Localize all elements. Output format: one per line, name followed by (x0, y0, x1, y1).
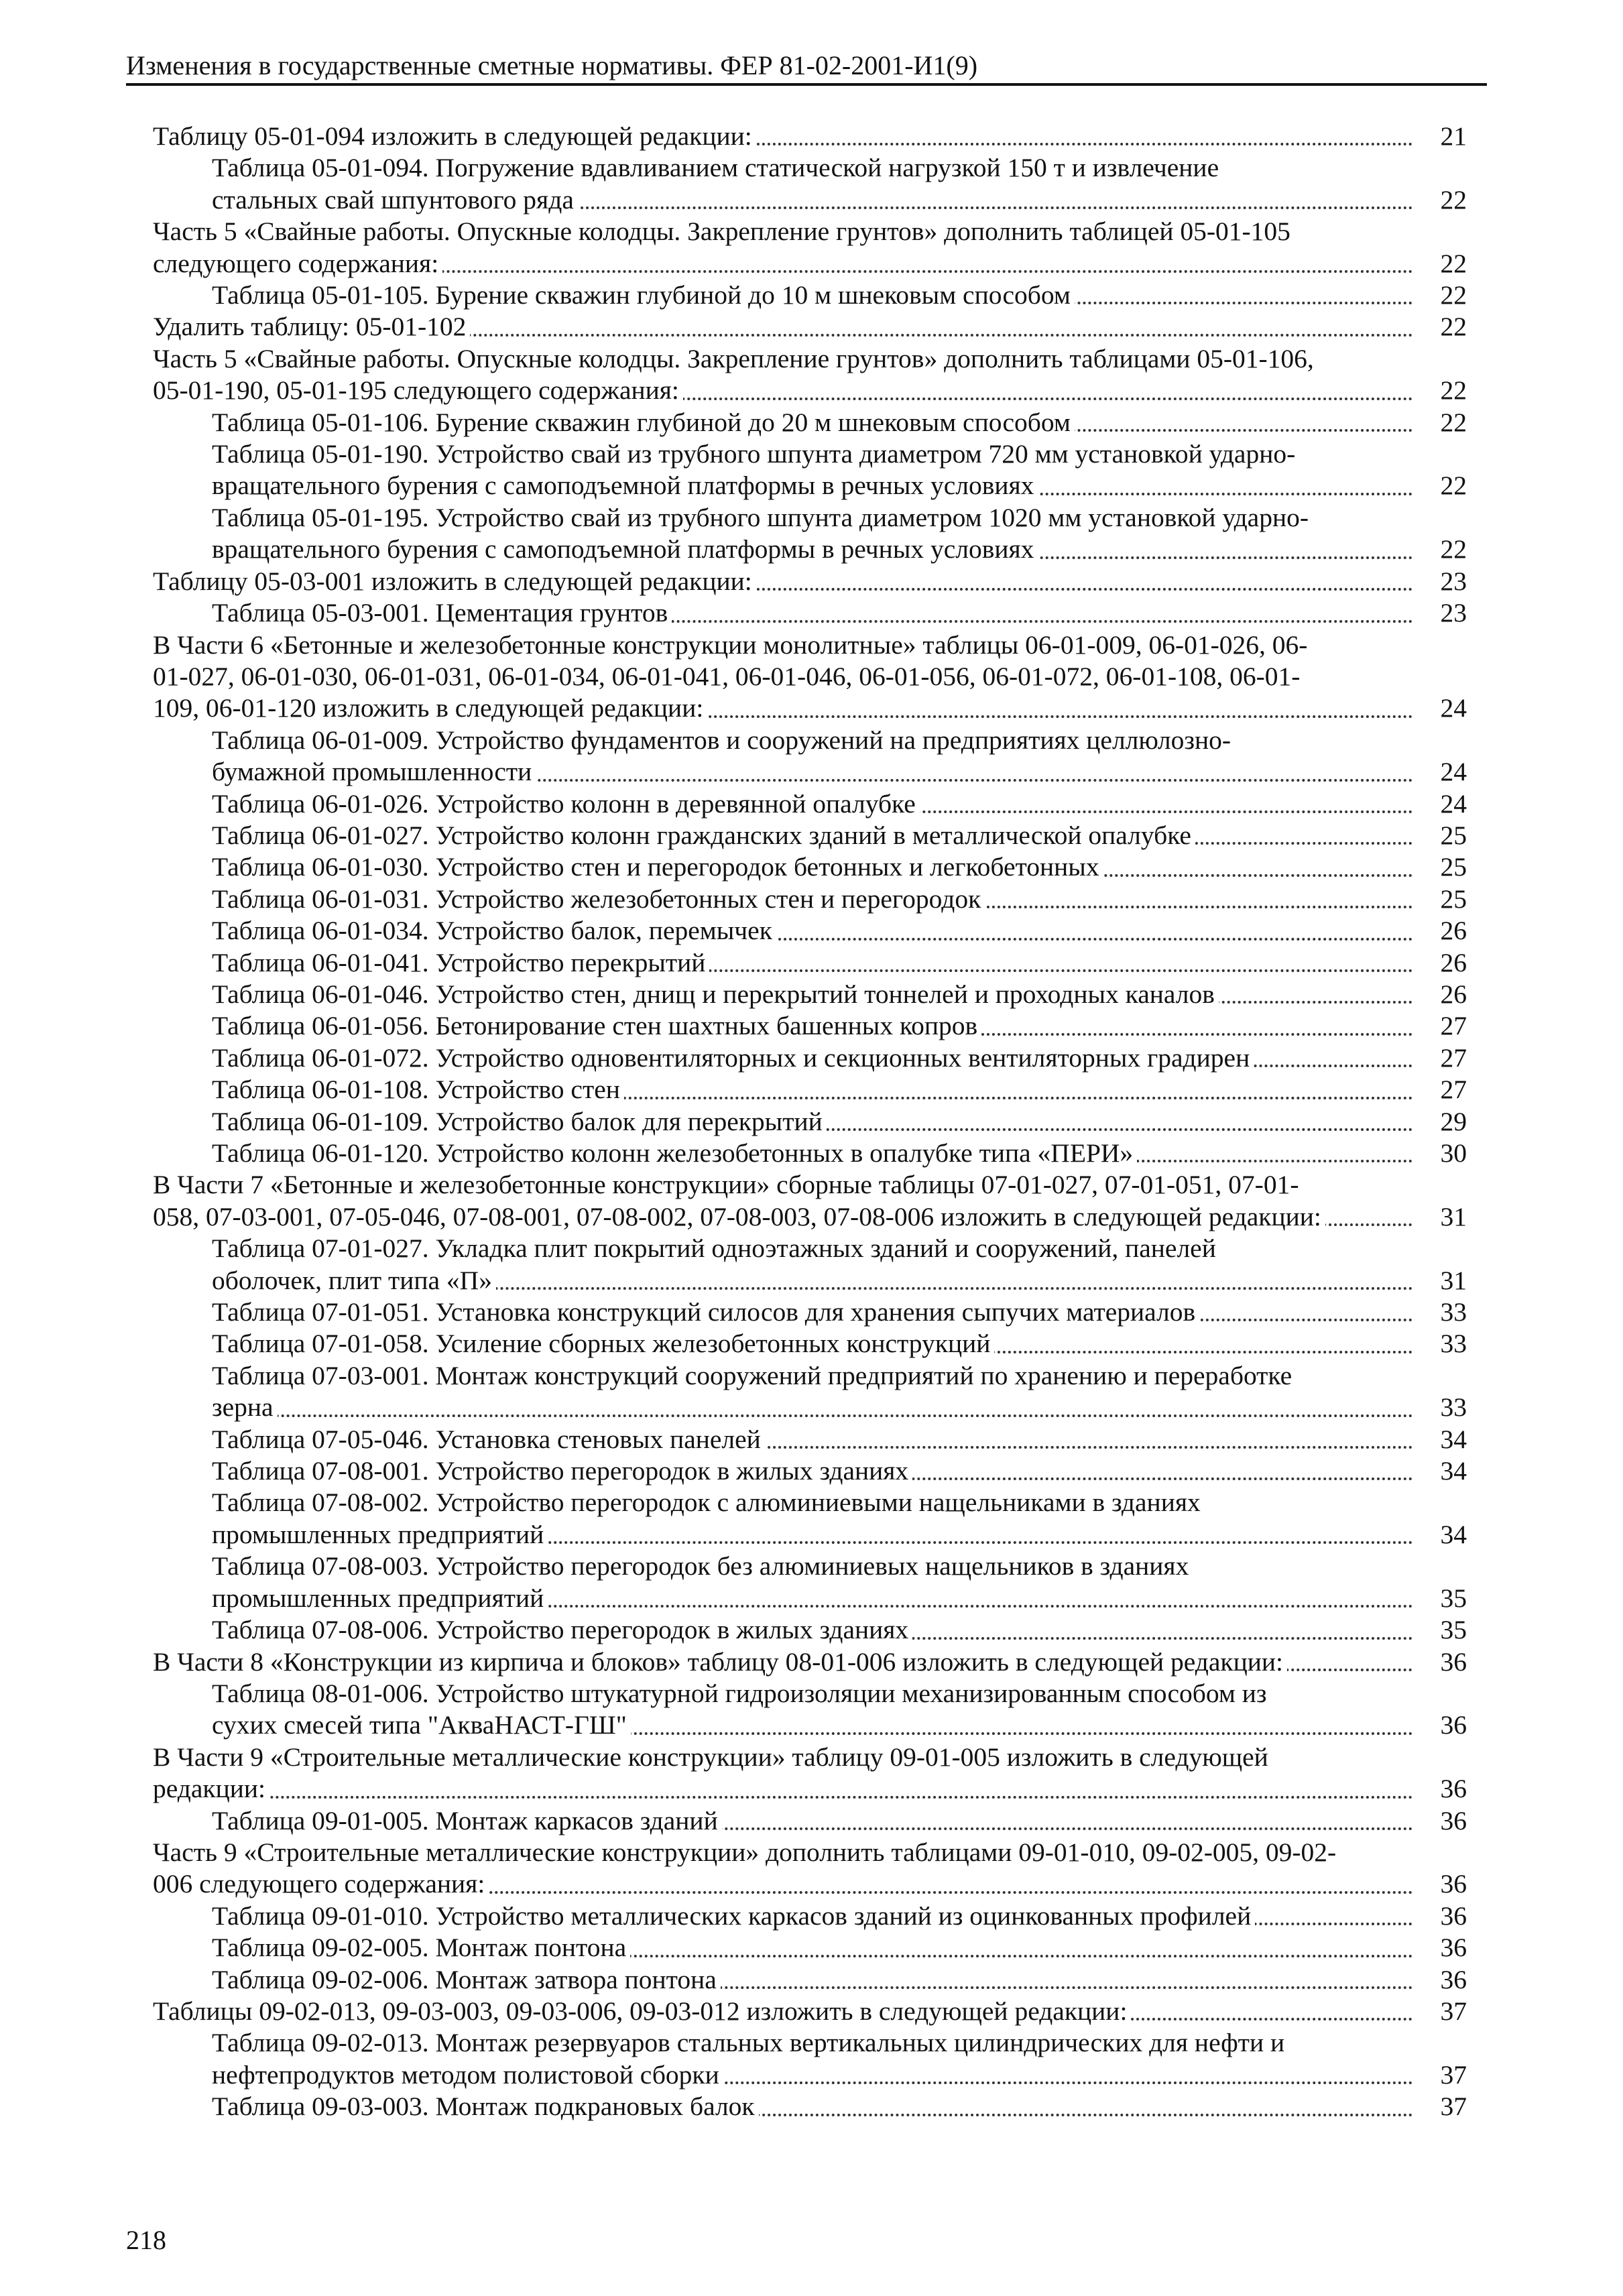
toc-table-entry (153, 1455, 1467, 1487)
toc-entry-leader-line (212, 534, 1413, 565)
toc-entry-text: В Части 6 «Бетонные и железобетонные конструкции монолитные» таблицы 06-01-009, 06-01-026, 06- (153, 629, 1308, 660)
toc-table-entry (153, 597, 1467, 629)
toc-table-entry (153, 1138, 1467, 1169)
toc-table-entry (153, 438, 1467, 502)
toc-table-entry (153, 884, 1467, 915)
toc-entry-leader-line (153, 311, 1413, 343)
toc-entry-leader-line (212, 851, 1413, 883)
toc-entry-leader-line (212, 2091, 1413, 2122)
toc-entry-leader-line (212, 756, 1413, 788)
toc-table-entry (153, 1487, 1467, 1551)
toc-section-entry (153, 1837, 1467, 1900)
toc-page-number: 36 (1413, 1964, 1467, 1996)
toc-page-number: 31 (1413, 1201, 1467, 1233)
toc-page-number: 23 (1413, 566, 1467, 597)
toc-entry-text: промышленных предприятий (212, 1520, 548, 1549)
toc-section-entry (153, 343, 1467, 407)
toc-entry-text: 058, 07-03-001, 07-05-046, 07-08-001, 07-08-002, 07-08-003, 07-08-006 изложить в следующей редакции: (153, 1202, 1325, 1231)
toc-page-number: 25 (1413, 884, 1467, 915)
toc-entry-leader-line (212, 1296, 1413, 1328)
toc-entry-text: Таблица 06-01-009. Устройство фундаментов и сооружений на предприятиях целлюлозно- (212, 725, 1231, 755)
toc-entry-leader-line (153, 1868, 1413, 1900)
toc-page-number: 37 (1413, 1996, 1467, 2027)
toc-entry-text: Часть 5 «Свайные работы. Опускные колодцы. Закрепление грунтов» дополнить таблицами 05-01-106, (153, 343, 1314, 373)
toc-page-number: 33 (1413, 1328, 1467, 1360)
toc-page-number: 22 (1413, 534, 1467, 565)
toc-entry-leader-line (212, 1583, 1413, 1614)
toc-entry-leader-line (153, 692, 1413, 724)
toc-table-entry (153, 1074, 1467, 1105)
toc-entry-leader-line (212, 184, 1413, 216)
toc-page-number: 29 (1413, 1106, 1467, 1138)
toc-table-entry (153, 1233, 1467, 1296)
toc-entry-text: Таблица 09-01-010. Устройство металлических каркасов зданий из оцинкованных профилей (212, 1901, 1255, 1931)
toc-page-number: 37 (1413, 2091, 1467, 2122)
toc-entry-leader-line (212, 947, 1413, 979)
toc-entry-text: Таблица 07-08-006. Устройство перегородок в жилых зданиях (212, 1615, 912, 1644)
toc-entry-text: 01-027, 06-01-030, 06-01-031, 06-01-034, 06-01-041, 06-01-046, 06-01-056, 06-01-072, 06-01-108, 06-01- (153, 661, 1301, 691)
toc-entry-text: Таблица 08-01-006. Устройство штукатурной гидроизоляции механизированным способом из (212, 1678, 1267, 1708)
toc-entry-text: В Части 9 «Строительные металлические конструкции» таблицу 09-01-005 изложить в следующей (153, 1742, 1268, 1772)
toc-page-number: 34 (1413, 1519, 1467, 1551)
toc-section-entry (153, 1646, 1467, 1678)
toc-table-entry (153, 915, 1467, 947)
toc-table-entry (153, 152, 1467, 216)
toc-entry-text: Удалить таблицу: 05-01-102 (153, 312, 470, 341)
toc-page-number: 21 (1413, 121, 1467, 152)
toc-table-entry (153, 1964, 1467, 1996)
toc-entry-text: зерна (212, 1392, 278, 1422)
toc-page-number: 26 (1413, 979, 1467, 1010)
toc-table-entry (153, 1328, 1467, 1360)
toc-entry-leader-line (212, 1805, 1413, 1837)
toc-entry-text: Таблица 06-01-109. Устройство балок для перекрытий (212, 1107, 827, 1136)
toc-entry-text: Таблица 06-01-041. Устройство перекрытий (212, 948, 709, 977)
toc-entry-text: Часть 9 «Строительные металлические конструкции» дополнить таблицами 09-01-010, 09-02-005, 09-02- (153, 1837, 1337, 1867)
toc-entry-text: Таблицу 05-03-001 изложить в следующей редакции: (153, 566, 756, 596)
toc-section-entry (153, 121, 1467, 152)
toc-entry-text: оболочек, плит типа «П» (212, 1266, 496, 1295)
toc-entry-leader-line (212, 884, 1413, 915)
toc-entry-text: вращательного бурения с самоподъемной платформы в речных условиях (212, 534, 1038, 564)
toc-entry-text: Таблица 06-01-108. Устройство стен (212, 1075, 624, 1104)
toc-entry-leader-line (212, 1106, 1413, 1138)
toc-page-number: 36 (1413, 1900, 1467, 1932)
toc-entry-leader-line (212, 1328, 1413, 1360)
toc-entry-leader-line (212, 1074, 1413, 1105)
toc-page-number: 22 (1413, 248, 1467, 280)
toc-table-entry (153, 1551, 1467, 1614)
toc-entry-leader-line (212, 1519, 1413, 1551)
toc-entry-text: редакции: (153, 1774, 269, 1803)
toc-entry-text: Таблицу 05-01-094 изложить в следующей редакции: (153, 121, 756, 151)
toc-section-entry (153, 216, 1467, 280)
toc-entry-leader-line (212, 1138, 1413, 1169)
toc-entry-text: Таблица 06-01-030. Устройство стен и перегородок бетонных и легкобетонных (212, 852, 1103, 882)
toc-page-number: 22 (1413, 280, 1467, 311)
toc-entry-leader-line (212, 820, 1413, 851)
toc-page-number: 24 (1413, 756, 1467, 788)
toc-entry-leader-line (212, 1932, 1413, 1963)
toc-page-number: 34 (1413, 1455, 1467, 1487)
toc-entry-text: Таблица 06-01-056. Бетонирование стен шахтных башенных копров (212, 1011, 981, 1040)
toc-table-entry (153, 1805, 1467, 1837)
toc-page-number: 36 (1413, 1709, 1467, 1741)
toc-entry-leader-line (212, 915, 1413, 947)
toc-entry-text: промышленных предприятий (212, 1583, 548, 1613)
toc-page-number: 24 (1413, 788, 1467, 820)
toc-entry-text: Таблица 05-01-195. Устройство свай из трубного шпунта диаметром 1020 мм установкой ударно- (212, 502, 1309, 532)
toc-entry-text: Таблица 07-08-003. Устройство перегородок без алюминиевых нащельников в зданиях (212, 1551, 1189, 1581)
toc-entry-text: Таблица 09-02-006. Монтаж затвора понтона (212, 1965, 721, 1994)
toc-entry-text: Таблица 06-01-031. Устройство железобетонных стен и перегородок (212, 884, 985, 914)
toc-entry-text: 05-01-190, 05-01-195 следующего содержания: (153, 375, 683, 405)
toc-table-entry (153, 1932, 1467, 1963)
toc-entry-text: Таблица 09-01-005. Монтаж каркасов зданий (212, 1806, 722, 1835)
running-header: Изменения в государственные сметные нормативы. ФЕР 81-02-2001-И1(9) (126, 50, 978, 80)
toc-entry-text: Таблица 06-01-046. Устройство стен, днищ и перекрытий тоннелей и проходных каналов (212, 979, 1219, 1009)
header-rule (126, 83, 1487, 86)
toc-page-number: 33 (1413, 1296, 1467, 1328)
toc-entry-text: Таблица 07-01-051. Установка конструкций силосов для хранения сыпучих материалов (212, 1297, 1199, 1327)
toc-page-number: 35 (1413, 1583, 1467, 1614)
dot-leader (153, 1796, 1413, 1799)
toc-entry-leader-line (212, 1455, 1413, 1487)
toc-entry-leader-line (153, 566, 1413, 597)
toc-section-entry (153, 1996, 1467, 2027)
toc-page-number: 25 (1413, 820, 1467, 851)
toc-entry-text: Часть 5 «Свайные работы. Опускные колодцы. Закрепление грунтов» дополнить таблицей 05-01-105 (153, 217, 1290, 247)
toc-table-entry (153, 407, 1467, 438)
toc-page-number: 35 (1413, 1614, 1467, 1646)
toc-entry-text: В Части 7 «Бетонные и железобетонные конструкции» сборные таблицы 07-01-027, 07-01-051, 07-01- (153, 1170, 1299, 1200)
toc-table-entry (153, 1678, 1467, 1742)
toc-entry-text: Таблица 05-03-001. Цементация грунтов (212, 598, 672, 627)
toc-entry-text: Таблица 06-01-034. Устройство балок, перемычек (212, 916, 776, 945)
toc-table-entry (153, 851, 1467, 883)
toc-table-entry (153, 1360, 1467, 1424)
toc-entry-leader-line (212, 788, 1413, 820)
toc-page-number: 33 (1413, 1392, 1467, 1423)
toc-page-number: 27 (1413, 1042, 1467, 1074)
toc-entry-text: Таблица 07-01-058. Усиление сборных железобетонных конструкций (212, 1329, 994, 1358)
toc-page-number: 31 (1413, 1265, 1467, 1296)
toc-page-number: 36 (1413, 1868, 1467, 1900)
toc-entry-leader-line (212, 1900, 1413, 1932)
toc-table-entry (153, 1042, 1467, 1074)
toc-table-entry (153, 1296, 1467, 1328)
toc-page-number: 22 (1413, 311, 1467, 343)
toc-table-entry (153, 1424, 1467, 1455)
toc-entry-leader-line (212, 2059, 1413, 2091)
toc-entry-leader-line (153, 375, 1413, 406)
toc-table-entry (153, 502, 1467, 566)
toc-section-entry (153, 1169, 1467, 1233)
toc-section-entry (153, 566, 1467, 597)
toc-entry-leader-line (212, 979, 1413, 1010)
toc-section-entry (153, 1742, 1467, 1805)
toc-table-entry (153, 2027, 1467, 2091)
toc-entry-leader-line (212, 1392, 1413, 1423)
table-of-contents (153, 121, 1467, 2123)
toc-entry-text: Таблица 07-01-027. Укладка плит покрытий одноэтажных зданий и сооружений, панелей (212, 1233, 1216, 1264)
toc-entry-leader-line (153, 1201, 1413, 1233)
toc-entry-leader-line (153, 248, 1413, 280)
toc-table-entry (153, 1010, 1467, 1042)
toc-entry-leader-line (212, 1964, 1413, 1996)
toc-table-entry (153, 725, 1467, 788)
toc-page-number: 36 (1413, 1805, 1467, 1837)
toc-page-number: 27 (1413, 1074, 1467, 1105)
toc-entry-text: Таблица 05-01-190. Устройство свай из трубного шпунта диаметром 720 мм установкой ударно- (212, 439, 1296, 469)
toc-entry-text: бумажной промышленности (212, 757, 536, 786)
toc-entry-text: 109, 06-01-120 изложить в следующей редакции: (153, 693, 707, 723)
toc-entry-leader-line (212, 597, 1413, 629)
toc-entry-text: Таблица 05-01-105. Бурение скважин глубиной до 10 м шнековым способом (212, 280, 1075, 310)
toc-page-number: 36 (1413, 1646, 1467, 1678)
toc-entry-text: следующего содержания: (153, 249, 442, 278)
toc-table-entry (153, 979, 1467, 1010)
toc-entry-text: Таблица 06-01-072. Устройство одновентиляторных и секционных вентиляторных градирен (212, 1043, 1254, 1073)
toc-table-entry (153, 2091, 1467, 2122)
toc-table-entry (153, 1614, 1467, 1646)
toc-table-entry (153, 820, 1467, 851)
toc-entry-leader-line (153, 1646, 1413, 1678)
toc-page-number: 22 (1413, 470, 1467, 501)
toc-entry-leader-line (153, 121, 1413, 152)
toc-entry-text: Таблица 06-01-026. Устройство колонн в деревянной опалубке (212, 789, 920, 819)
toc-entry-leader-line (212, 1709, 1413, 1741)
toc-page-number: 23 (1413, 597, 1467, 629)
toc-entry-text: Таблица 07-05-046. Установка стеновых панелей (212, 1425, 765, 1454)
toc-entry-text: нефтепродуктов методом полистовой сборки (212, 2060, 723, 2090)
toc-entry-leader-line (212, 1424, 1413, 1455)
toc-entry-text: сухих смесей типа "АкваНАСТ-ГШ" (212, 1710, 631, 1740)
toc-section-entry (153, 311, 1467, 343)
toc-entry-leader-line (212, 1010, 1413, 1042)
toc-page-number: 36 (1413, 1932, 1467, 1963)
toc-page-number: 22 (1413, 184, 1467, 216)
toc-entry-leader-line (153, 1996, 1413, 2027)
toc-page-number: 26 (1413, 947, 1467, 979)
toc-entry-leader-line (212, 1042, 1413, 1074)
toc-page-number: 22 (1413, 407, 1467, 438)
page-number: 218 (126, 2225, 166, 2255)
toc-entry-text: Таблица 06-01-120. Устройство колонн железобетонных в опалубке типа «ПЕРИ» (212, 1138, 1137, 1168)
toc-entry-leader-line (212, 1265, 1413, 1296)
toc-entry-text: Таблица 05-01-106. Бурение скважин глубиной до 20 м шнековым способом (212, 408, 1075, 437)
toc-page-number: 22 (1413, 375, 1467, 406)
toc-entry-text: Таблица 09-02-013. Монтаж резервуаров стальных вертикальных цилиндрических для нефти и (212, 2028, 1285, 2058)
toc-entry-text: Таблица 09-03-003. Монтаж подкрановых балок (212, 2092, 759, 2121)
toc-table-entry (153, 1106, 1467, 1138)
toc-entry-text: В Части 8 «Конструкции из кирпича и блоков» таблицу 08-01-006 изложить в следующей редакции: (153, 1647, 1287, 1677)
toc-page-number: 26 (1413, 915, 1467, 947)
toc-entry-leader-line (153, 1773, 1413, 1805)
toc-table-entry (153, 1900, 1467, 1932)
toc-entry-text: стальных свай шпунтового ряда (212, 185, 578, 215)
toc-entry-leader-line (212, 1614, 1413, 1646)
toc-entry-text: Таблица 06-01-027. Устройство колонн гражданских зданий в металлической опалубке (212, 821, 1195, 850)
toc-section-entry (153, 629, 1467, 725)
toc-page-number: 37 (1413, 2059, 1467, 2091)
toc-entry-text: Таблицы 09-02-013, 09-03-003, 09-03-006, 09-03-012 изложить в следующей редакции: (153, 1996, 1131, 2026)
toc-entry-text: Таблица 07-03-001. Монтаж конструкций сооружений предприятий по хранению и переработке (212, 1360, 1293, 1390)
toc-entry-leader-line (212, 407, 1413, 438)
toc-entry-leader-line (212, 470, 1413, 501)
toc-entry-text: Таблица 05-01-094. Погружение вдавливанием статической нагрузкой 150 т и извлечение (212, 153, 1219, 183)
toc-page-number: 25 (1413, 851, 1467, 883)
toc-entry-leader-line (212, 280, 1413, 311)
toc-entry-text: 006 следующего содержания: (153, 1869, 489, 1898)
toc-entry-text: Таблица 09-02-005. Монтаж понтона (212, 1933, 630, 1962)
toc-entry-text: вращательного бурения с самоподъемной платформы в речных условиях (212, 471, 1038, 500)
toc-page-number: 30 (1413, 1138, 1467, 1169)
toc-entry-text: Таблица 07-08-001. Устройство перегородок в жилых зданиях (212, 1456, 912, 1486)
toc-table-entry (153, 947, 1467, 979)
toc-entry-text: Таблица 07-08-002. Устройство перегородок с алюминиевыми нащельниками в зданиях (212, 1488, 1201, 1518)
toc-page-number: 24 (1413, 692, 1467, 724)
toc-page-number: 36 (1413, 1773, 1467, 1805)
toc-page-number: 27 (1413, 1010, 1467, 1042)
dot-leader (212, 1414, 1413, 1417)
toc-table-entry (153, 280, 1467, 311)
toc-table-entry (153, 788, 1467, 820)
toc-page-number: 34 (1413, 1424, 1467, 1455)
